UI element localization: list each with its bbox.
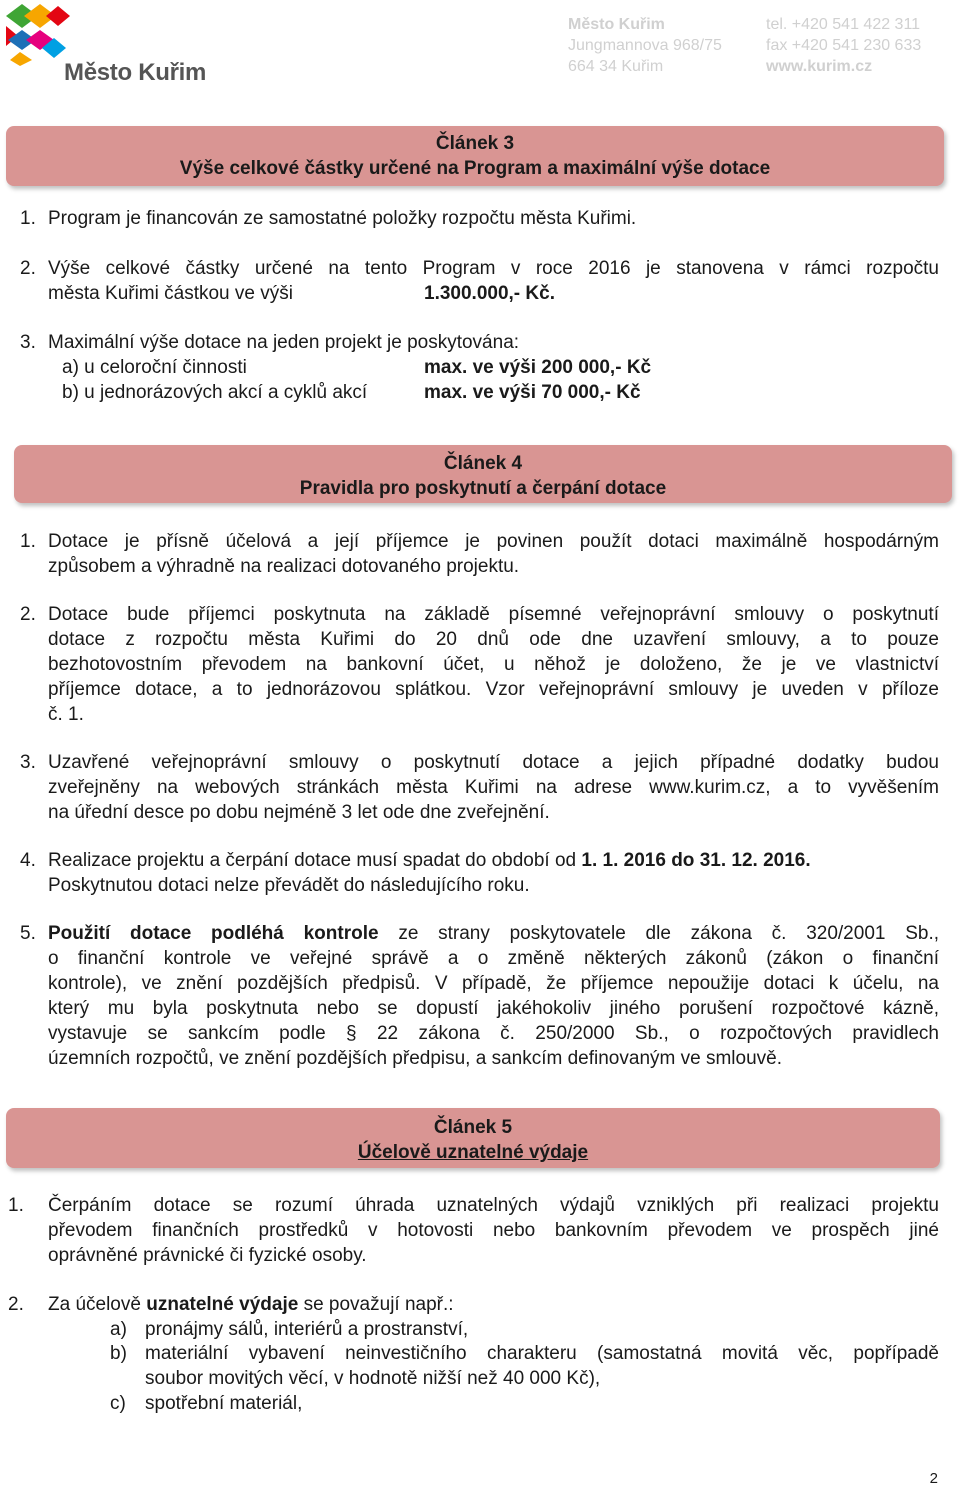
list-item-c-mark: c) xyxy=(110,1393,126,1414)
article-4-p5-number: 5. xyxy=(20,923,36,944)
article-4-p5-line-6: územních rozpočtů, ve znění pozdějších předpisu, a sankcím definovaným ve smlouvě. xyxy=(48,1048,782,1069)
header-fax: fax +420 541 230 633 xyxy=(766,37,922,54)
article-4-p5-line-4: který mu byla poskytnuta nebo se dopustí jakéhokoliv jiného porušení rozpočtové kázně, xyxy=(48,998,939,1019)
article-3-p3a-value: max. ve výši 200 000,- Kč xyxy=(424,357,652,378)
article-3-title: Výše celkové částky určené na Program a maximální výše dotace xyxy=(179,158,771,179)
list-item-a-text: pronájmy sálů, interiérů a prostranství, xyxy=(145,1319,469,1340)
article-3-p3-number: 3. xyxy=(20,332,36,353)
article-5-p1-line-3: oprávněné právnické či fyzické osoby. xyxy=(48,1245,367,1266)
article-4-p3-line-1: Uzavřené veřejnoprávní smlouvy o poskytnutí dotace a jejich případné dodatky budou xyxy=(48,752,939,773)
article-4-p3-line-2: zveřejněny na webových stránkách města Kuřimi na adrese www.kurim.cz, a to vyvěšením xyxy=(48,777,939,798)
header-org-name: Město Kuřim xyxy=(568,16,665,33)
article-4-p5-line-2: o finanční kontrole ve veřejné správě a o změně některých zákonů (zákon o finanční xyxy=(48,948,939,969)
article-4-p1-line-1: Dotace je přísně účelová a její příjemce je povinen použít dotaci maximálně hospodárným xyxy=(48,531,939,552)
article-4-p1-number: 1. xyxy=(20,531,36,552)
article-4-p2-line-4: příjemce dotace, a to jednorázovou splátkou. Vzor veřejnoprávní smlouvy je uveden v příloze xyxy=(48,679,939,700)
list-item-b-line-2: soubor movitých věcí, v hodnotě nižší než 40 000 Kč), xyxy=(145,1368,601,1389)
article-5-title: Účelově uznatelné výdaje xyxy=(357,1142,589,1163)
article-3-p2-line-2: města Kuřimi částkou ve výši xyxy=(48,283,293,304)
article-4-p5-rest: ze strany poskytovatele dle zákona č. 320/2001 Sb., xyxy=(378,923,939,944)
article-3-p2-amount: 1.300.000,- Kč. xyxy=(424,283,555,304)
article-4-p4-text: Realizace projektu a čerpání dotace musí spadat do období od xyxy=(48,850,582,871)
article-5-p2-number: 2. xyxy=(8,1294,24,1315)
article-3-p3-text: Maximální výše dotace na jeden projekt je poskytována: xyxy=(48,332,520,353)
article-4-p2-line-2: dotace z rozpočtu města Kuřimi do 20 dnů ode dne uzavření smlouvy, a to pouze xyxy=(48,629,939,650)
article-5-p2-text-a: Za účelově xyxy=(48,1294,147,1315)
article-3-p1-text: Program je financován ze samostatné položky rozpočtu města Kuřimi. xyxy=(48,208,637,229)
page-number: 2 xyxy=(929,1470,938,1487)
article-3-p3b-value: max. ve výši 70 000,- Kč xyxy=(424,382,641,403)
article-3-p1-number: 1. xyxy=(20,208,36,229)
list-item-c-text: spotřební materiál, xyxy=(145,1393,303,1414)
article-4-heading: Článek 4 xyxy=(443,453,523,474)
article-4-p2-number: 2. xyxy=(20,604,36,625)
article-5-banner xyxy=(6,1108,940,1168)
article-4-p4-period: 1. 1. 2016 do 31. 12. 2016. xyxy=(581,850,811,871)
article-5-heading: Článek 5 xyxy=(433,1117,513,1138)
article-5-p2-text-c: se považují např.: xyxy=(298,1294,454,1315)
article-4-p5-line-5: vystavuje se sankcím podle § 22 zákona č. 250/2000 Sb., o rozpočtových pravidlech xyxy=(48,1023,939,1044)
logo-text: Město Kuřim xyxy=(64,59,207,86)
city-logo-mark-icon xyxy=(4,4,74,66)
header-street: Jungmannova 968/75 xyxy=(568,37,722,54)
article-4-banner xyxy=(14,445,952,503)
article-5-p2-line xyxy=(48,1292,454,1317)
article-4-p2-line-1: Dotace bude příjemci poskytnuta na základě písemné veřejnoprávní smlouvy o poskytnutí xyxy=(48,604,939,625)
article-4-p3-number: 3. xyxy=(20,752,36,773)
header-tel: tel. +420 541 422 311 xyxy=(766,16,921,33)
list-item-a-mark: a) xyxy=(110,1319,127,1340)
city-logo xyxy=(4,4,224,84)
article-4-p2-line-3: bezhotovostním převodem na bankovní účet, u něhož je doloženo, že je ve vlastnictví xyxy=(48,654,939,675)
article-4-p4-line-1 xyxy=(48,848,811,873)
article-4-p5-line-1 xyxy=(48,921,939,946)
article-3-heading: Článek 3 xyxy=(435,133,515,154)
article-3-p3a-text: a) u celoroční činnosti xyxy=(62,357,247,378)
header-web-link[interactable]: www.kurim.cz xyxy=(766,58,873,75)
list-item-b-mark: b) xyxy=(110,1343,127,1364)
article-4-p5-line-3: kontrole), ve znění pozdějších předpisů. V případě, že příjemce nepoužije dotaci k účelu, na xyxy=(48,973,939,994)
header-city: 664 34 Kuřim xyxy=(568,58,664,75)
list-item-b-line-1: materiální vybavení neinvestičního charakteru (samostatná movitá věc, popřípadě xyxy=(145,1343,939,1364)
article-4-p4-line-2: Poskytnutou dotaci nelze převádět do následujícího roku. xyxy=(48,875,530,896)
article-5-p1-number: 1. xyxy=(8,1195,24,1216)
article-4-p4-number: 4. xyxy=(20,850,36,871)
article-3-p2-number: 2. xyxy=(20,258,36,279)
article-5-p1-line-1: Čerpáním dotace se rozumí úhrada uznatelných výdajů vzniklých při realizaci projektu xyxy=(48,1195,939,1216)
article-5-p2-bold: uznatelné výdaje xyxy=(146,1294,299,1315)
article-3-p2-line-1: Výše celkové částky určené na tento Program v roce 2016 je stanovena v rámci rozpočtu xyxy=(48,258,939,279)
article-4-p1-line-2: způsobem a výhradně na realizaci dotovaného projektu. xyxy=(48,556,520,577)
article-3-p3b-text: b) u jednorázových akcí a cyklů akcí xyxy=(62,382,368,403)
article-4-p3-line-3: na úřední desce po dobu nejméně 3 let ode dne zveřejnění. xyxy=(48,802,550,823)
article-4-title: Pravidla pro poskytnutí a čerpání dotace xyxy=(299,478,667,499)
article-4-p5-bold: Použití dotace podléhá kontrole xyxy=(48,923,379,944)
article-5-p1-line-2: převodem finančních prostředků v hotovosti nebo bankovním převodem ve prospěch jiné xyxy=(48,1220,939,1241)
article-4-p2-line-5: č. 1. xyxy=(48,704,84,725)
article-3-banner xyxy=(6,126,944,186)
